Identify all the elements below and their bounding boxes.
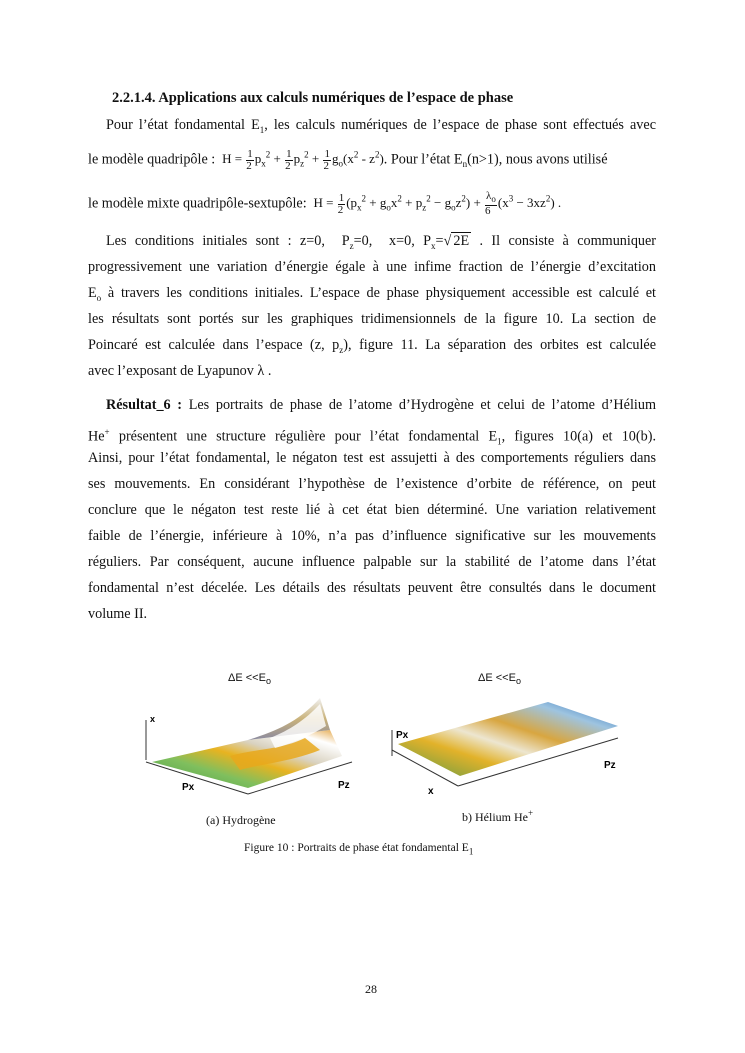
figure-b-title: $\Delta E <<E_o$	[478, 672, 521, 687]
paragraph-3-line-4: ses mouvements. En considérant l’hypothèse de l’existence d’orbite de référence, on peut	[88, 476, 656, 492]
paragraph-3-line-9: volume II.	[88, 606, 148, 622]
paragraph-2-line-2: progressivement une variation d’énergie égale à une infime fraction de l’énergie d’excitation	[88, 259, 656, 275]
paragraph-3-line-1: Résultat_6 : Les portraits de phase de l’atome d’Hydrogène et celui de l’atome d’Hélium	[106, 397, 656, 413]
paragraph-2-line-6: avec l’exposant de Lyapunov λ .	[88, 363, 272, 379]
paragraph-3-line-5: conclure que le négaton test reste lié à cet état bien déterminé. Une variation relativement	[88, 502, 656, 518]
paragraph-3-line-2: He+ présentent une structure régulière pour l’état fondamental $E_1$, figures 10(a) et 10(b).	[88, 427, 656, 447]
helium-surface	[398, 702, 618, 776]
paragraph-3-line-7: réguliers. Par conséquent, aucune influence palpable sur la stabilité de l’atome dans l’état	[88, 554, 656, 570]
result-label: Résultat_6 :	[106, 397, 183, 413]
helium-y-label: Pz	[604, 760, 616, 771]
paragraph-3-line-3: Ainsi, pour l’état fondamental, le négaton test est assujetti à des comportements réguliers dans	[88, 450, 656, 466]
equation-quadrupole: H = $\frac{1}{2}$ $p_x^2$ + $\frac{1}{2}$ $p_z^2$ + $\frac{1}{2}$ $g_o(x^2 - z^2)$	[218, 147, 384, 172]
figure-caption: Figure 10 : Portraits de phase état fondamental $E_1$	[244, 842, 474, 857]
paragraph-3-line-8: fondamental n’est décelée. Les détails des résultats peuvent être consultés dans le document	[88, 580, 656, 596]
figure-a-caption: (a) Hydrogène	[206, 813, 276, 827]
paragraph-2-line-3: $E_o$ à travers les conditions initiales. L’espace de phase physiquement accessible est calculé et	[88, 285, 656, 303]
paragraph-1-line-2: le modèle quadripôle : H = $\frac{1}{2}$ $p_x^2$ + $\frac{1}{2}$ $p_z^2$ + $\frac{1}{2}$ $g_o(x^2 - z^2)$. Pour l’état $E_n(n>1)$, nous avons utilisé	[88, 147, 608, 172]
figure-a-title: $\Delta E <<E_o$	[228, 672, 271, 687]
equation-quadrupole-sextupole: H = $\frac{1}{2}$ $(p_x^2 + g_ox^2 + p_z^2 - g_oz^2)$ + $\frac{\lambda_o}{6}$ $(x^3 - 3xz^2)$ .	[310, 190, 562, 218]
paragraph-1-line-3: le modèle mixte quadripôle-sextupôle: H = $\frac{1}{2}$ $(p_x^2 + g_ox^2 + p_z^2 - g_oz^2)$ + $\frac{\lambda_o}{6}$ $(x^3 - 3xz^2)$ .	[88, 190, 562, 218]
hydrogen-y-label: Pz	[338, 780, 350, 791]
hydrogen-x-label: Px	[182, 782, 195, 793]
page-number: 28	[365, 982, 377, 996]
paragraph-3-line-6: faible de l’énergie, inférieure à 10%, n’a pas d’influence significative sur les mouvements	[88, 528, 656, 544]
hydrogen-phase-portrait	[130, 690, 370, 810]
paragraph-2-line-1: Les conditions initiales sont : z=0, $P_z=0$, x=0, $P_x=√$ 2E . Il consiste à communiquer	[106, 233, 657, 251]
paragraph-2-line-4: les résultats sont portés sur les graphiques tridimensionnels de la figure 10. La section de	[88, 311, 656, 327]
helium-x-label: x	[428, 786, 434, 797]
section-heading: 2.2.1.4. Applications aux calculs numériques de l’espace de phase	[112, 90, 514, 106]
paragraph-1-line-1: Pour l’état fondamental $E_1$, les calculs numériques de l’espace de phase sont effectués avec	[106, 117, 656, 135]
figure-b-caption: b) Hélium He+	[462, 808, 534, 824]
hydrogen-z-label: x	[150, 714, 156, 724]
helium-z-label: Px	[396, 730, 409, 741]
paragraph-2-line-5: Poincaré est calculée dans l’espace (z, $p_z$), figure 11. La séparation des orbites est calculée	[88, 337, 656, 355]
helium-phase-portrait	[378, 690, 638, 810]
